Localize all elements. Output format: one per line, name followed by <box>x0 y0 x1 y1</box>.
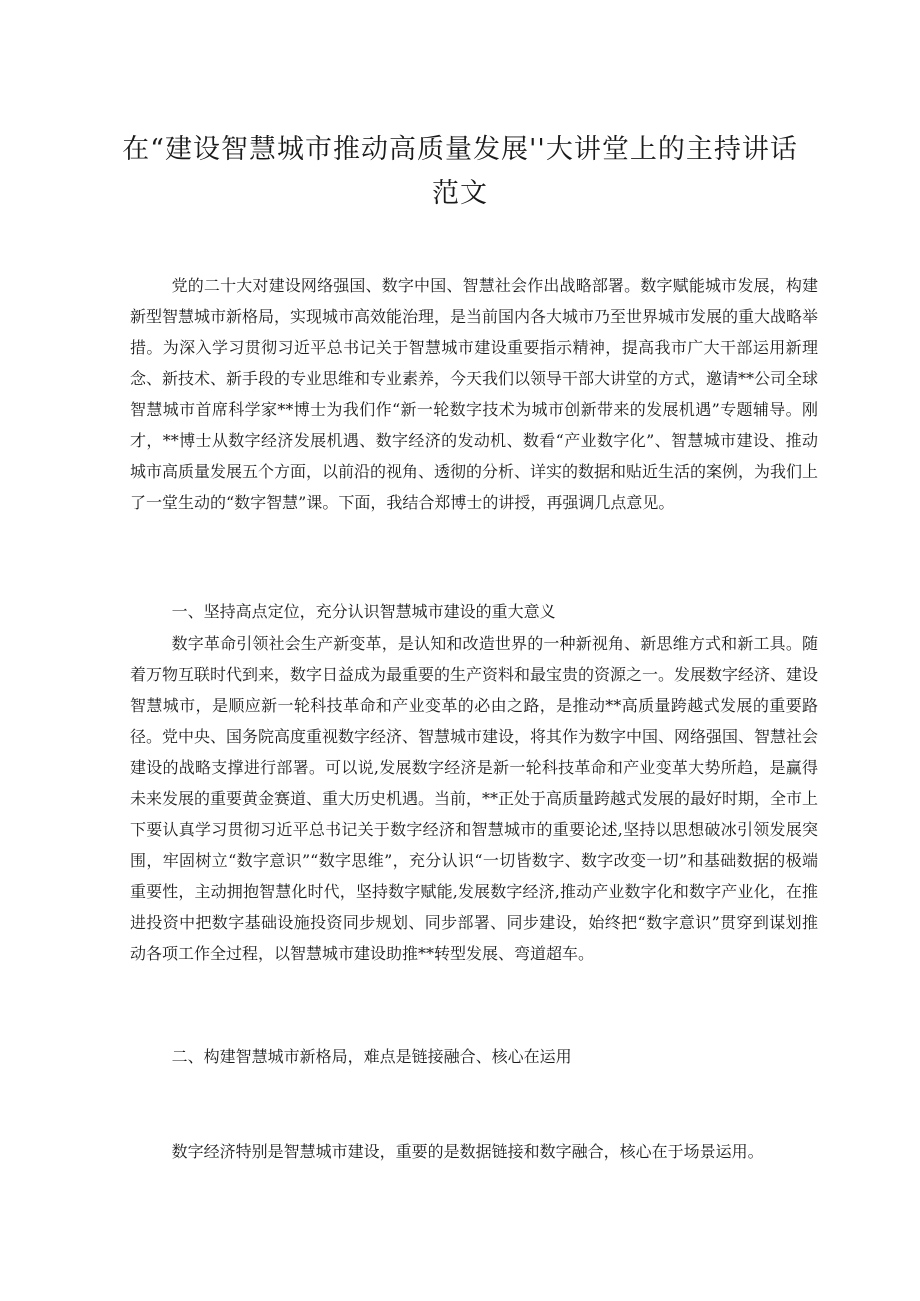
section-1-paragraph: 数字革命引领社会生产新变革，是认知和改造世界的一种新视角、新思维方式和新工具。随着万物互联时代到来，数字日益成为最重要的生产资料和最宝贵的资源之一。发展数字经济、建设智慧城市，是顺应新一轮科技革命和产业变革的必由之路，是推动**高质量跨越式发展的重要路径。党中央、国务院高度重视数字经济、智慧城市建设，将其作为数字中国、网络强国、智慧社会建设的战略支撑进行部署。可以说,发展数字经济是新一轮科技革命和产业变革大势所趋，是赢得未来发展的重要黄金赛道、重大历史机遇。当前，**正处于高质量跨越式发展的最好时期，全市上下要认真学习贯彻习近平总书记关于数字经济和智慧城市的重要论述,坚持以思想破冰引领发展突围，牢固树立“数字意识”“数字思维”，充分认识“一切皆数字、数字改变一切”和基础数据的极端重要性，主动拥抱智慧化时代，坚持数字赋能,发展数字经济,推动产业数字化和数字产业化，在推进投资中把数字基础设施投资同步规划、同步部署、同步建设，始终把“数字意识”贯穿到谋划推动各项工作全过程，以智慧城市建设助推**转型发展、弯道超车。 <box>130 634 819 963</box>
document-title: 在“建设智慧城市推动高质量发展''大讲堂上的主持讲话范文 <box>122 134 798 209</box>
section-heading-2: 二、构建智慧城市新格局，难点是链接融合、核心在运用 <box>171 1047 572 1066</box>
section-heading-1: 一、坚持高点定位，充分认识智慧城市建设的重大意义 <box>171 602 556 621</box>
intro-paragraph: 党的二十大对建设网络强国、数字中国、智慧社会作出战略部署。数字赋能城市发展，构建新型智慧城市新格局，实现城市高效能治理，是当前国内各大城市乃至世界城市发展的重大战略举措。为深入学习贯彻习近平总书记关于智慧城市建设重要指示精神，提高我市广大干部运用新理念、新技术、新手段的专业思维和专业素养，今天我们以领导干部大讲堂的方式，邀请**公司全球智慧城市首席科学家**博士为我们作“新一轮数字技术为城市创新带来的发展机遇”专题辅导。刚才，**博士从数字经济发展机遇、数字经济的发动机、数看“产业数字化”、智慧城市建设、推动城市高质量发展五个方面，以前沿的视角、透彻的分析、详实的数据和贴近生活的案例，为我们上了一堂生动的“数字智慧”课。下面，我结合郑博士的讲授，再强调几点意见。 <box>130 276 819 512</box>
section-2-paragraph: 数字经济特别是智慧城市建设，重要的是数据链接和数字融合，核心在于场景运用。 <box>171 1142 764 1161</box>
